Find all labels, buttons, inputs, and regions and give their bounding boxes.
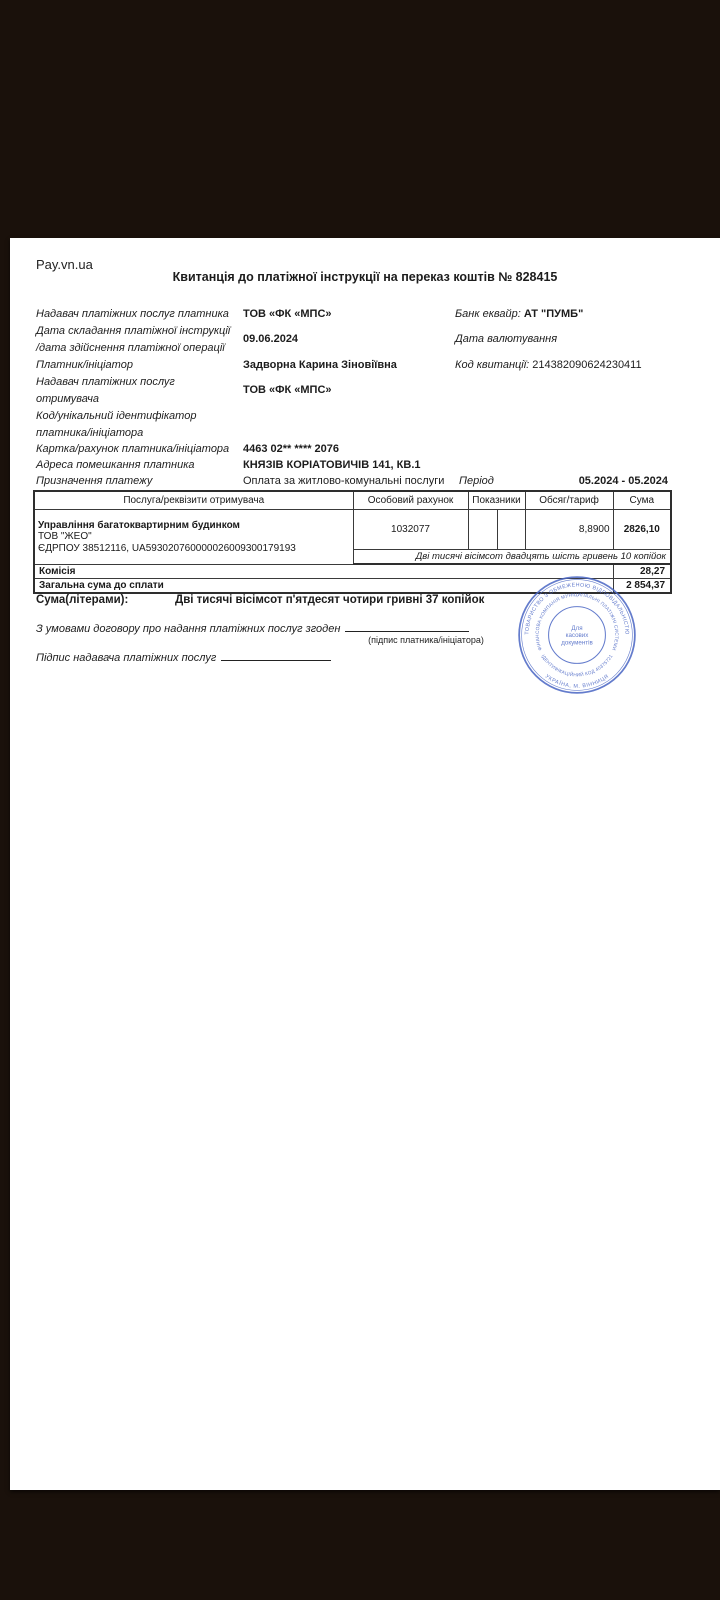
header-account: Особовий рахунок bbox=[353, 491, 468, 510]
stamp-outer-bottom-text: УКРАЇНА, М. ВІННИЦЯ bbox=[543, 673, 611, 690]
value-payer-provider: ТОВ «ФК «МПС» bbox=[243, 308, 332, 320]
provider-signature-line-row bbox=[36, 650, 331, 664]
value-instruction-date: 09.06.2024 bbox=[243, 333, 299, 345]
receipt-code-label: Код квитанції: bbox=[455, 359, 530, 371]
service-cell bbox=[34, 510, 353, 565]
label-payer-provider: Надавач платіжних послуг платника bbox=[36, 308, 229, 320]
period-label: Період bbox=[459, 475, 494, 487]
period-value: 05.2024 - 05.2024 bbox=[578, 475, 668, 487]
volume-tariff-value: 8,8900 bbox=[525, 510, 613, 550]
account-number: 1032077 bbox=[353, 510, 468, 550]
stamp-center-line1: Для bbox=[571, 624, 583, 632]
total-value: 2 854,37 bbox=[613, 579, 671, 594]
value-payer: Задворна Карина Зіновіївна bbox=[243, 359, 397, 371]
label-payer: Платник/ініціатор bbox=[36, 359, 133, 371]
payer-signature-line bbox=[345, 621, 469, 632]
stamp-outer-top-text: ТОВАРИСТВО З ОБМЕЖЕНОЮ ВІДПОВІДАЛЬНІСТЮ bbox=[524, 582, 630, 635]
sum-in-words: Дві тисячі вісімсот двадцять шість гривень 10 копійок bbox=[353, 550, 671, 565]
value-payer-card: 4463 02** **** 2076 bbox=[243, 443, 340, 455]
label-payer-identifier-2: платника/ініціатора bbox=[36, 427, 144, 439]
stamp-middle-top-text: ФІНАНСОВА КОМПАНІЯ МУНІЦИПАЛЬНІ ПЛАТІЖНІ СИСТЕМИ bbox=[535, 593, 619, 651]
receipt-code-value: 214382090624230411 bbox=[532, 359, 642, 371]
label-payer-address: Адреса помешкання платника bbox=[36, 459, 195, 471]
indicator-cell-1 bbox=[468, 510, 497, 550]
value-payer-address: КНЯЗІВ КОРІАТОВИЧІВ 141, КВ.1 bbox=[243, 459, 421, 471]
sum-value: 2826,10 bbox=[613, 510, 671, 550]
value-payment-purpose: Оплата за житлово-комунальні послуги bbox=[243, 475, 445, 487]
label-instruction-date-1: Дата складання платіжної інструкції bbox=[36, 325, 231, 337]
label-instruction-date-2: /дата здійснення платіжної операції bbox=[36, 342, 225, 354]
payer-signature-caption: (підпис платника/ініціатора) bbox=[368, 635, 484, 645]
sum-in-letters-value: Дві тисячі вісімсот п'ятдесят чотири гривні 37 копійок bbox=[175, 594, 485, 606]
label-payer-card: Картка/рахунок платника/ініціатора bbox=[36, 443, 230, 455]
header-volume-tariff: Обсяг/тариф bbox=[525, 491, 613, 510]
service-details: ЄДРПОУ 38512116, UA593020760000026009300179193 bbox=[38, 542, 296, 554]
label-payment-purpose: Призначення платежу bbox=[36, 475, 153, 487]
bank-acquirer bbox=[455, 308, 583, 320]
total-row bbox=[34, 579, 671, 594]
stamp-center-line3: документів bbox=[561, 639, 593, 647]
service-row bbox=[34, 510, 671, 550]
total-label: Загальна сума до сплати bbox=[34, 579, 613, 594]
service-company: ТОВ "ЖЕО" bbox=[38, 531, 92, 542]
service-name: Управління багатоквартирним будинком bbox=[38, 519, 240, 531]
stamp-center-line2: касових bbox=[565, 632, 589, 640]
agreement-text: З умовами договору про надання платіжних послуг згоден bbox=[36, 623, 341, 635]
header-service: Послуга/реквізити отримувача bbox=[34, 491, 353, 510]
receipt-page bbox=[10, 238, 720, 1490]
bank-acquirer-label: Банк еквайр: bbox=[455, 308, 521, 320]
commission-row bbox=[34, 564, 671, 579]
header-indicators: Показники bbox=[468, 491, 525, 510]
receipt-code bbox=[455, 359, 642, 371]
stamp-middle-bottom-text: ІДЕНТИФІКАЦІЙНИЙ КОД 40375721 bbox=[539, 654, 615, 679]
sum-in-letters-label: Сума(літерами): bbox=[36, 594, 129, 606]
charges-table bbox=[33, 490, 672, 594]
label-payer-identifier-1: Код/унікальний ідентифікатор bbox=[36, 410, 197, 422]
bank-acquirer-value: АТ "ПУМБ" bbox=[523, 308, 584, 320]
stamp-outer-inner-circle bbox=[522, 580, 633, 691]
stamp-outer-circle bbox=[519, 577, 635, 693]
provider-signature-line bbox=[221, 650, 331, 661]
provider-signature-text: Підпис надавача платіжних послуг bbox=[36, 652, 217, 664]
commission-label: Комісія bbox=[34, 564, 613, 579]
value-date-label: Дата валютування bbox=[455, 333, 558, 345]
table-header-row bbox=[34, 491, 671, 510]
value-receiver-provider: ТОВ «ФК «МПС» bbox=[243, 384, 332, 396]
stamp-center-circle bbox=[549, 607, 606, 664]
agreement-line bbox=[36, 621, 469, 635]
header-sum: Сума bbox=[613, 491, 671, 510]
indicator-cell-2 bbox=[497, 510, 525, 550]
site-source: Pay.vn.ua bbox=[36, 257, 93, 272]
label-receiver-provider-2: отримувача bbox=[36, 393, 100, 405]
label-receiver-provider-1: Надавач платіжних послуг bbox=[36, 376, 175, 388]
commission-value: 28,27 bbox=[613, 564, 671, 579]
receipt-title: Квитанція до платіжної інструкції на переказ коштів № 828415 bbox=[172, 270, 558, 284]
